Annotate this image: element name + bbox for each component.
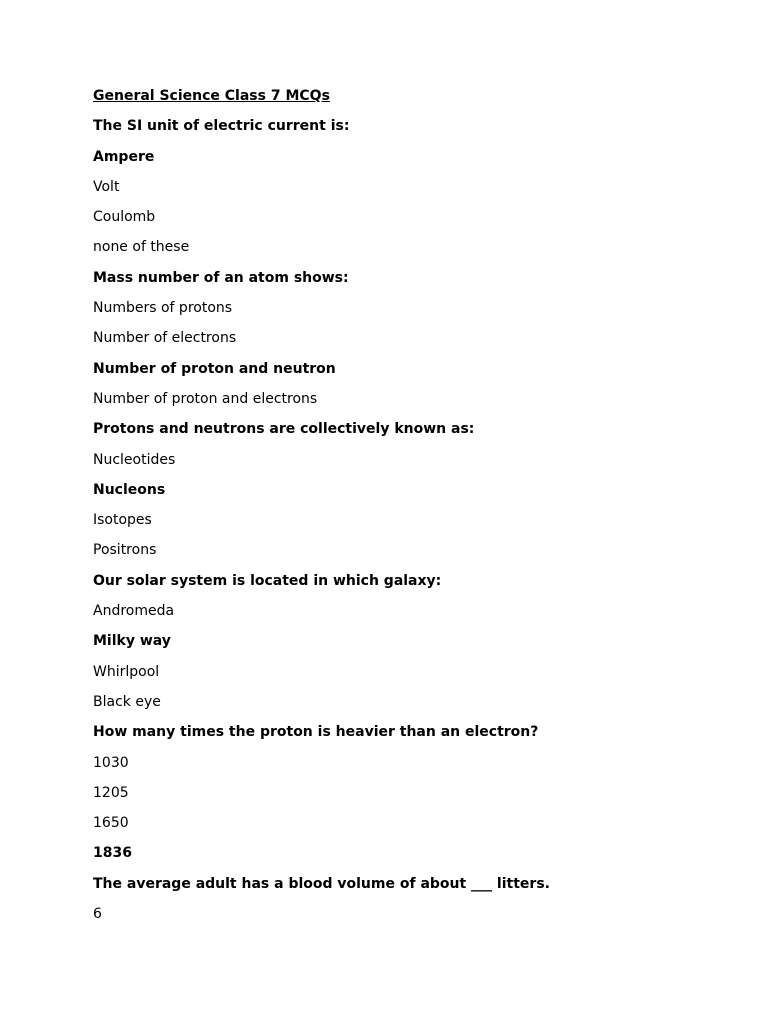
answer-option: Nucleotides bbox=[93, 451, 176, 468]
answer-option: Andromeda bbox=[93, 603, 175, 620]
answer-option: Numbers of protons bbox=[93, 300, 233, 317]
question-text: Our solar system is located in which galaxy: bbox=[93, 572, 442, 589]
question-text: Mass number of an atom shows: bbox=[93, 269, 349, 286]
answer-option: Isotopes bbox=[93, 512, 152, 529]
answer-option-correct: Ampere bbox=[93, 148, 155, 165]
question-block bbox=[93, 723, 733, 874]
question-block bbox=[93, 875, 733, 936]
question-block bbox=[93, 420, 733, 571]
question-text: The average adult has a blood volume of about ___ litters. bbox=[93, 875, 550, 892]
answer-option: 6 bbox=[93, 906, 102, 923]
answer-option-correct: Number of proton and neutron bbox=[93, 360, 336, 377]
answer-option: Number of proton and electrons bbox=[93, 390, 318, 407]
document-page bbox=[93, 87, 733, 935]
answer-option-correct: Milky way bbox=[93, 633, 171, 650]
question-text: The SI unit of electric current is: bbox=[93, 118, 350, 135]
answer-option: Black eye bbox=[93, 693, 161, 710]
question-block bbox=[93, 117, 733, 268]
answer-option-correct: 1836 bbox=[93, 845, 132, 862]
answer-option: Coulomb bbox=[93, 209, 156, 226]
answer-option: Whirlpool bbox=[93, 663, 160, 680]
answer-option: Positrons bbox=[93, 542, 157, 559]
answer-option: 1650 bbox=[93, 815, 129, 832]
answer-option: 1205 bbox=[93, 784, 129, 801]
answer-option: Volt bbox=[93, 178, 120, 195]
document-title: General Science Class 7 MCQs bbox=[93, 88, 330, 104]
question-text: Protons and neutrons are collectively known as: bbox=[93, 421, 475, 438]
answer-option: 1030 bbox=[93, 754, 129, 771]
answer-option-correct: Nucleons bbox=[93, 481, 166, 498]
answer-option: Number of electrons bbox=[93, 330, 237, 347]
answer-option: none of these bbox=[93, 239, 190, 256]
question-text: How many times the proton is heavier than an electron? bbox=[93, 724, 539, 741]
question-block bbox=[93, 269, 733, 420]
question-block bbox=[93, 572, 733, 723]
